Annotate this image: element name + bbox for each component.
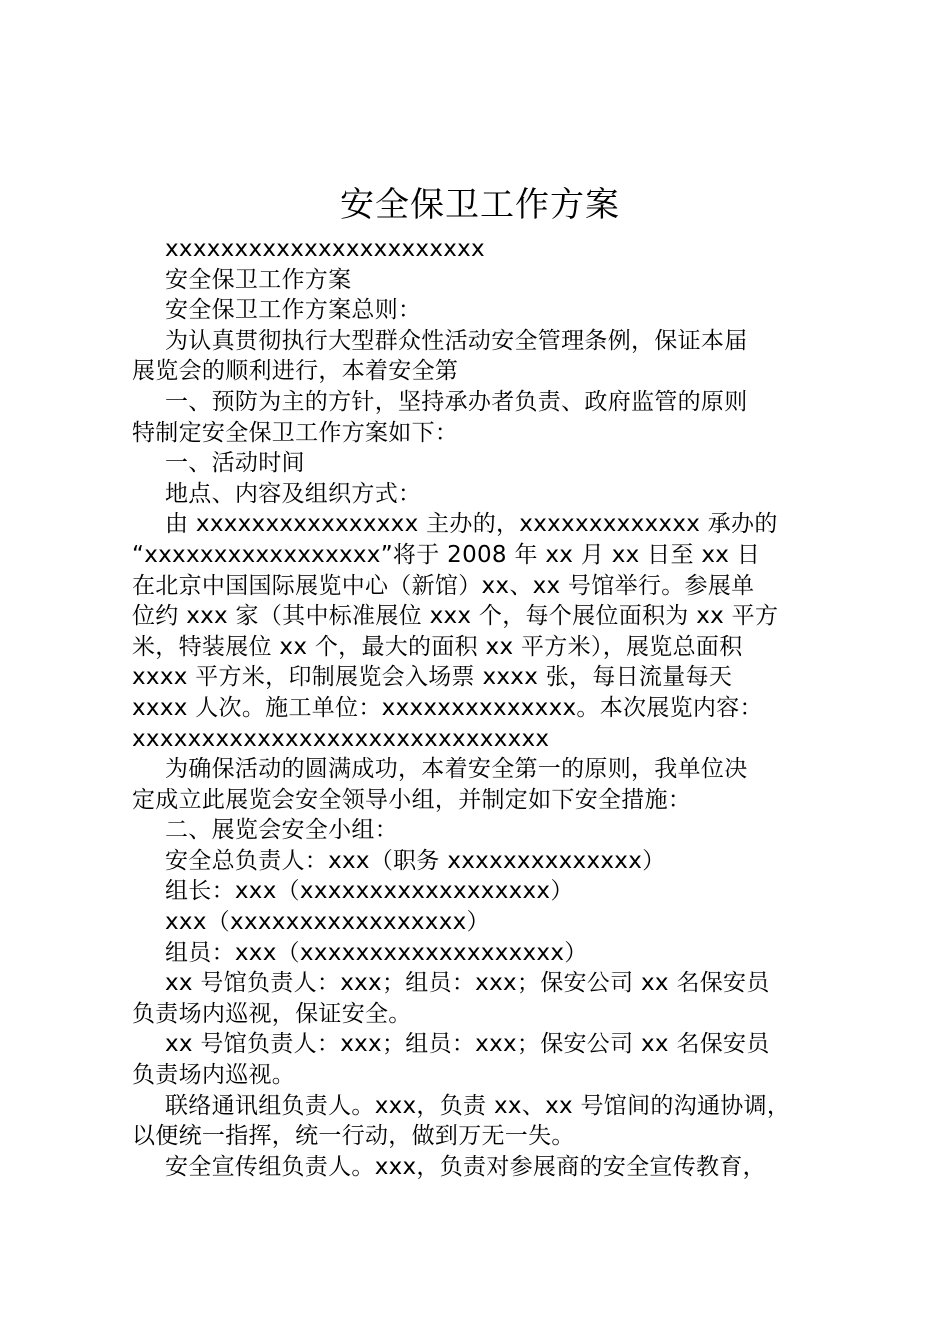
body-line: 位约 xxx 家（其中标准展位 xxx 个，每个展位面积为 xx 平方 [132, 603, 779, 630]
body-line: 二、展览会安全小组： [165, 817, 398, 844]
body-line: 负责场内巡视，保证安全。 [132, 1000, 412, 1027]
body-line: 由 xxxxxxxxxxxxxxxx 主办的，xxxxxxxxxxxxx 承办的 [165, 511, 778, 538]
body-line: 安全宣传组负责人。xxx，负责对参展商的安全宣传教育， [165, 1153, 766, 1180]
body-line: xxxxxxxxxxxxxxxxxxxxxxxxxxxxxx [132, 725, 550, 752]
body-line: 负责场内巡视。 [132, 1062, 296, 1089]
body-line: 联络通讯组负责人。xxx，负责 xx、xx 号馆间的沟通协调， [165, 1092, 791, 1119]
body-line: 安全总负责人：xxx（职务 xxxxxxxxxxxxxx） [165, 847, 666, 874]
body-line: 组员：xxx（xxxxxxxxxxxxxxxxxxx） [165, 939, 588, 966]
body-line: 安全保卫工作方案总则： [165, 297, 422, 324]
body-line: 地点、内容及组织方式： [165, 480, 422, 507]
body-line: 米，特装展位 xx 个，最大的面积 xx 平方米），展览总面积 [132, 633, 743, 660]
body-line: xxx（xxxxxxxxxxxxxxxxx） [165, 909, 490, 936]
body-line: 组长：xxx（xxxxxxxxxxxxxxxxxx） [165, 878, 574, 905]
body-line: xxxxxxxxxxxxxxxxxxxxxxx [165, 236, 485, 262]
body-line: 为确保活动的圆满成功，本着安全第一的原则，我单位决 [165, 756, 748, 783]
body-line: 展览会的顺利进行，本着安全第 [132, 358, 459, 385]
body-line: 安全保卫工作方案 [165, 266, 352, 293]
document-body [132, 234, 844, 1182]
body-line: 为认真贯彻执行大型群众性活动安全管理条例，保证本届 [165, 327, 748, 354]
body-line: 定成立此展览会安全领导小组，并制定如下安全措施： [132, 786, 692, 813]
body-line: xx 号馆负责人：xxx；组员：xxx；保安公司 xx 名保安员 [165, 970, 770, 997]
body-line: 一、活动时间 [165, 450, 305, 477]
body-line: “xxxxxxxxxxxxxxxxx”将于 2008 年 xx 月 xx 日至 xx 日 [132, 541, 761, 568]
body-line: 一、预防为主的方针，坚持承办者负责、政府监管的原则 [165, 388, 748, 415]
body-line: 以便统一指挥，统一行动，做到万无一失。 [132, 1123, 575, 1150]
body-line: xxxx 人次。施工单位：xxxxxxxxxxxxxx。本次展览内容： [132, 694, 763, 721]
body-line: 特制定安全保卫工作方案如下： [132, 419, 459, 446]
body-line: xxxx 平方米，印制展览会入场票 xxxx 张，每日流量每天 [132, 664, 733, 691]
body-line: 在北京中国国际展览中心（新馆）xx、xx 号馆举行。参展单 [132, 572, 755, 599]
body-line: xx 号馆负责人：xxx；组员：xxx；保安公司 xx 名保安员 [165, 1031, 770, 1058]
document-title: 安全保卫工作方案 [340, 185, 620, 225]
